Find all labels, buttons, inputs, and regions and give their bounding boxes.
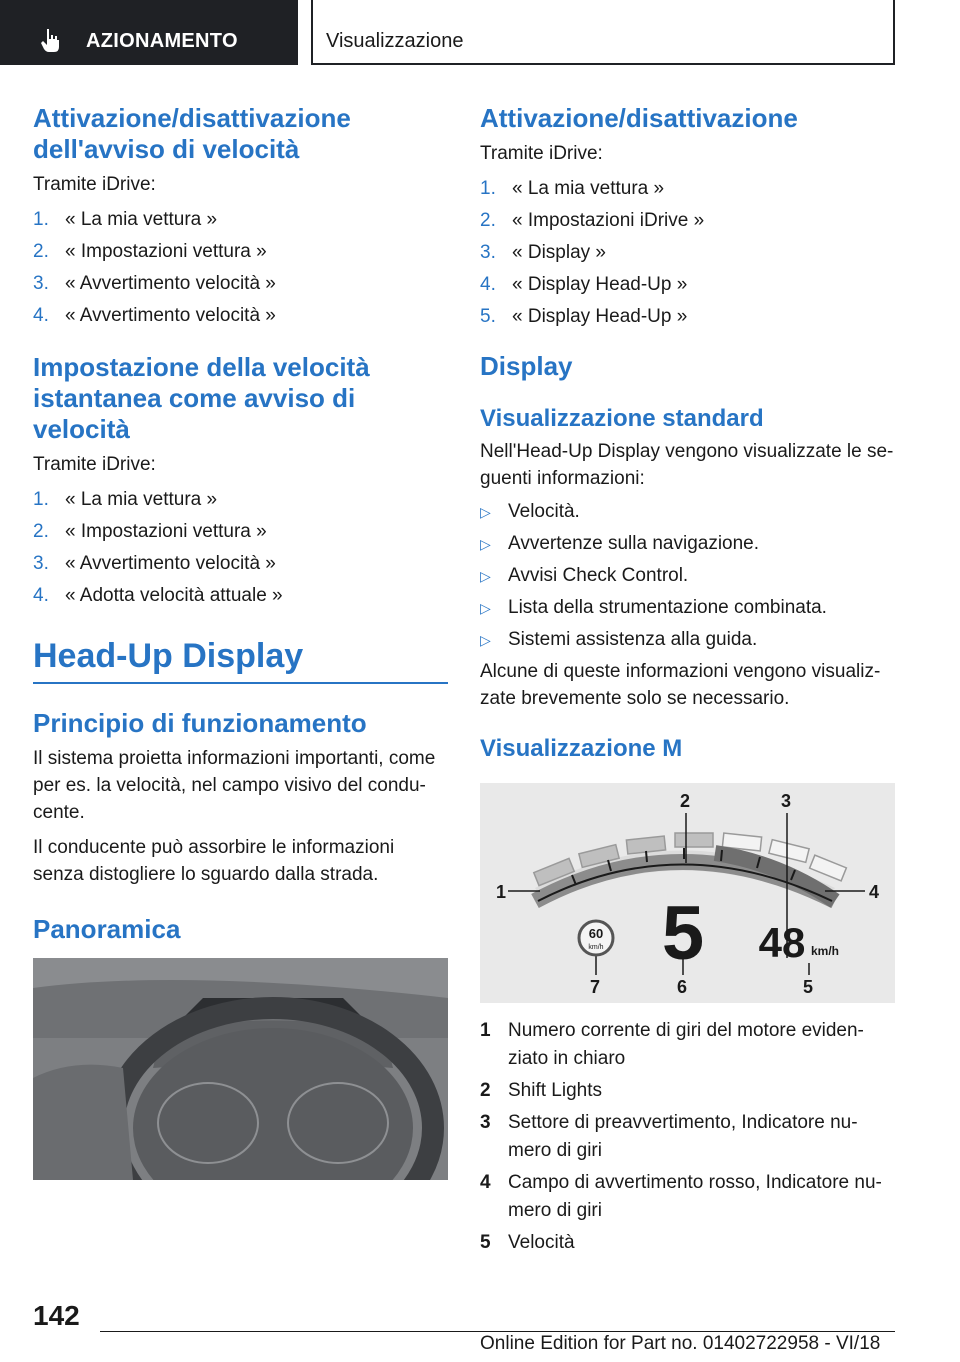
- left-column: [33, 103, 448, 945]
- triangle-bullet-icon: ▷: [480, 536, 491, 552]
- page-number: 142: [33, 1300, 80, 1331]
- section-title: Visualizzazione: [326, 30, 464, 52]
- triangle-bullet-icon: ▷: [480, 568, 491, 584]
- steps-list: [480, 173, 895, 333]
- callout-2: 2: [680, 791, 691, 811]
- legend-item: 2 Shift Lights: [480, 1080, 602, 1101]
- intro-text: Tramite iDrive:: [33, 454, 156, 475]
- paragraph: Il sistema proietta informazioni importanti, come per es. la velocità, nel campo visivo del condu- cente.: [33, 748, 436, 823]
- heading-overview: Panoramica: [33, 914, 181, 944]
- list-item: ▷ Lista della strumentazione combinata.: [480, 592, 895, 624]
- callout-7: 7: [590, 977, 601, 997]
- intro-text: Tramite iDrive:: [33, 174, 156, 195]
- speed-unit: km/h: [810, 944, 840, 958]
- list-item: ▷ Sistemi assistenza alla guida.: [480, 624, 895, 656]
- intro-text: Tramite iDrive:: [480, 143, 603, 164]
- bullet-list: [480, 496, 895, 656]
- heading-display: Display: [480, 351, 573, 381]
- list-item: ▷ Avvisi Check Control.: [480, 560, 895, 592]
- callout-6: 6: [677, 977, 688, 997]
- heading-principle: Principio di funzionamento: [33, 708, 367, 738]
- legend-item: 4 Campo di avvertimento rosso, Indicatore nu- mero di giri: [480, 1172, 882, 1221]
- paragraph: Nell'Head-Up Display vengono visualizzate le se- guenti informazioni:: [480, 441, 894, 489]
- heading-speed-warning: Attivazione/disattivazione dell'avviso di velocità: [33, 103, 351, 164]
- heading-rule: [33, 682, 448, 684]
- list-item: 5. « Display Head-Up »: [480, 306, 688, 327]
- limit-value: 60: [588, 926, 604, 941]
- triangle-bullet-icon: ▷: [480, 600, 491, 616]
- m-display-figure: [480, 783, 895, 1003]
- paragraph: Alcune di queste informazioni vengono visualiz- zate brevemente solo se necessario.: [480, 661, 881, 709]
- legend-item: 3 Settore di preavvertimento, Indicatore nu- mero di giri: [480, 1112, 858, 1161]
- figure-legend: [480, 1017, 895, 1261]
- list-item: ▷ Velocità.: [480, 496, 895, 528]
- list-item: ▷ Avvertenze sulla navigazione.: [480, 528, 895, 560]
- callout-5: 5: [803, 977, 814, 997]
- list-item: 3. « Avvertimento velocità »: [33, 553, 276, 574]
- list-item: 1. « La mia vettura »: [33, 209, 218, 230]
- list-item: 4. « Adotta velocità attuale »: [33, 585, 283, 606]
- list-item: 2. « Impostazioni vettura »: [33, 521, 267, 542]
- list-item: 1. « La mia vettura »: [480, 178, 665, 199]
- chapter-tab: [0, 0, 298, 65]
- hand-pointer-icon: [40, 27, 62, 53]
- triangle-bullet-icon: ▷: [480, 632, 491, 648]
- list-item: 4. « Display Head-Up »: [480, 274, 688, 295]
- paragraph: Il conducente può assorbire le informazioni senza distogliere lo sguardo dalla strada.: [33, 837, 395, 885]
- list-item: 4. « Avvertimento velocità »: [33, 305, 276, 326]
- callout-4: 4: [869, 882, 880, 902]
- list-item: 1. « La mia vettura »: [33, 489, 218, 510]
- right-column: [480, 103, 895, 764]
- steps-list: [33, 204, 448, 332]
- footer-rule: [100, 1331, 895, 1332]
- gear-indicator: 5: [661, 891, 705, 976]
- edition-text: Online Edition for Part no. 01402722958 - VI/18: [480, 1333, 881, 1354]
- legend-item: 1 Numero corrente di giri del motore eviden- ziato in chiaro: [480, 1020, 864, 1069]
- limit-unit: km/h: [588, 944, 604, 951]
- callout-3: 3: [781, 791, 792, 811]
- heading-m-view: Visualizzazione M: [480, 735, 683, 762]
- list-item: 3. « Avvertimento velocità »: [33, 273, 276, 294]
- list-item: 2. « Impostazioni iDrive »: [480, 210, 705, 231]
- chapter-title: AZIONAMENTO: [86, 30, 238, 52]
- heading-standard-view: Visualizzazione standard: [480, 405, 764, 432]
- triangle-bullet-icon: ▷: [480, 504, 491, 520]
- callout-1: 1: [496, 882, 507, 902]
- list-item: 3. « Display »: [480, 242, 606, 263]
- legend-item: 5 Velocità: [480, 1232, 575, 1253]
- steps-list: [33, 484, 448, 612]
- heading-head-up-display: Head-Up Display: [33, 637, 304, 675]
- list-item: 2. « Impostazioni vettura »: [33, 241, 267, 262]
- heading-activation: Attivazione/disattivazione: [480, 103, 798, 133]
- speed-value: 48: [758, 919, 806, 966]
- dashboard-illustration: [33, 958, 448, 1180]
- heading-set-speed: Impostazione della velocità istantanea come avviso di velocità: [33, 352, 370, 444]
